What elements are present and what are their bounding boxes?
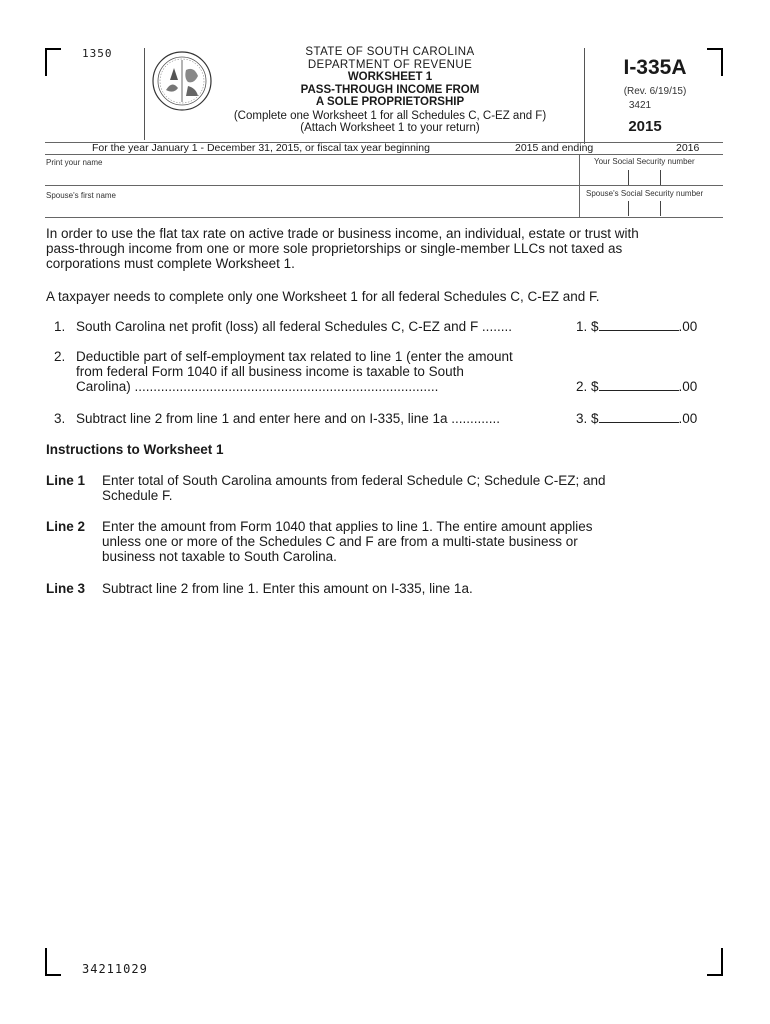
department-name: DEPARTMENT OF REVENUE [307, 58, 473, 71]
spouse-name-field[interactable] [45, 186, 579, 217]
form-number: 1350 [82, 47, 113, 60]
row-rule-2 [45, 217, 723, 218]
line-1-text: South Carolina net profit (loss) all federal Schedules C, C-EZ and F ........ [76, 319, 512, 334]
year-line-text: For the year January 1 - December 31, 2015, or fiscal tax year beginning [92, 142, 430, 154]
instruction-line-1-label: Line 1 [46, 473, 86, 488]
instruction-line-3-text-1: Subtract line 2 from line 1. Enter this amount on I-335, line 1a. [102, 581, 473, 596]
crop-mark-bottom-right-h [707, 974, 723, 976]
line-2-number: 2. [54, 349, 66, 364]
title-line-1: PASS-THROUGH INCOME FROM [300, 83, 480, 96]
line-2-text-3: Carolina) ................................................................................. [76, 379, 439, 394]
line-3 [54, 411, 574, 426]
ssn-tick-1 [628, 170, 629, 185]
line-1-currency: $ [591, 319, 599, 334]
form-code: 3421 [628, 100, 652, 111]
spouse-ssn-tick-2 [660, 201, 661, 216]
header-center [200, 46, 580, 135]
crop-mark-top-right-h [707, 48, 723, 50]
intro-paragraph-2: A taxpayer needs to complete only one Worksheet 1 for all federal Schedules C, C-EZ and F. [46, 289, 600, 304]
line-2-input[interactable] [599, 379, 679, 391]
line-3-currency: $ [591, 411, 599, 426]
line-2 [54, 349, 574, 394]
instruction-line-1-text-1: Enter total of South Carolina amounts from federal Schedule C; Schedule C-EZ; and [102, 473, 606, 488]
intro-paragraph [46, 226, 726, 271]
crop-mark-bottom-right-v [721, 948, 723, 976]
line-2-cents: .00 [678, 379, 698, 394]
instruction-line-2-text-2: unless one or more of the Schedules C and F are from a multi-state business or [102, 534, 578, 549]
ssn-label: Your Social Security number [594, 157, 695, 166]
crop-mark-top-left-h [45, 48, 61, 50]
line-2-ref: 2. [576, 379, 588, 394]
intro-line-2: pass-through income from one or more sole proprietorships or single-member LLCs not taxed as [46, 241, 623, 256]
instruction-line-2-text-3: business not taxable to South Carolina. [102, 549, 337, 564]
instruction-line-2-text-1: Enter the amount from Form 1040 that applies to line 1. The entire amount applies [102, 519, 593, 534]
line-1-number: 1. [54, 319, 66, 334]
crop-mark-bottom-left-h [45, 974, 61, 976]
instruction-line-2-label: Line 2 [46, 519, 86, 534]
line-1-input[interactable] [599, 319, 679, 331]
line-2-amount [576, 379, 697, 394]
print-name-field[interactable] [45, 155, 579, 185]
instruction-line-1-text-2: Schedule F. [102, 488, 173, 503]
spouse-name-label: Spouse's first name [46, 191, 117, 200]
footer-code: 34211029 [82, 962, 148, 976]
line-2-text-2: from federal Form 1040 if all business income is taxable to South [76, 364, 464, 379]
form-id: I-335A [623, 56, 687, 79]
crop-mark-top-left-v [45, 48, 47, 76]
instruction-line-3-label: Line 3 [46, 581, 86, 596]
ssn-field[interactable] [580, 166, 723, 186]
year-line-end-year: 2016 [676, 142, 700, 154]
crop-mark-top-right-v [721, 48, 723, 76]
instruction-line-1: (Complete one Worksheet 1 for all Schedules C, C-EZ and F) [233, 109, 547, 122]
line-3-cents: .00 [678, 411, 698, 426]
tax-year: 2015 [628, 118, 662, 135]
worksheet-title: WORKSHEET 1 [347, 71, 433, 83]
intro-line-1: In order to use the flat tax rate on active trade or business income, an individual, estate or trust with [46, 226, 639, 241]
instruction-line-3-text [102, 581, 722, 596]
line-3-number: 3. [54, 411, 66, 426]
line-3-amount [576, 411, 697, 426]
line-2-text-1: Deductible part of self-employment tax related to line 1 (enter the amount [76, 349, 513, 364]
crop-mark-bottom-left-v [45, 948, 47, 976]
instructions-heading: Instructions to Worksheet 1 [46, 442, 224, 457]
line-2-currency: $ [591, 379, 599, 394]
line-3-text: Subtract line 2 from line 1 and enter here and on I-335, line 1a ............. [76, 411, 500, 426]
line-3-ref: 3. [576, 411, 588, 426]
line-1-amount [576, 319, 697, 334]
instruction-line-2-text [102, 519, 722, 564]
revision: (Rev. 6/19/15) [623, 86, 687, 97]
header-divider-left [144, 48, 145, 140]
intro-line-3: corporations must complete Worksheet 1. [46, 256, 295, 271]
line-1-ref: 1. [576, 319, 588, 334]
header-divider-right [584, 48, 585, 144]
instruction-line-2: (Attach Worksheet 1 to your return) [300, 122, 480, 134]
instruction-line-1-text [102, 473, 722, 503]
spouse-ssn-tick-1 [628, 201, 629, 216]
line-3-input[interactable] [599, 411, 679, 423]
title-line-2: A SOLE PROPRIETORSHIP [315, 96, 465, 108]
ssn-tick-2 [660, 170, 661, 185]
spouse-ssn-field[interactable] [580, 198, 723, 218]
state-name: STATE OF SOUTH CAROLINA [305, 46, 475, 58]
print-name-label: Print your name [46, 158, 103, 167]
year-line-ending: 2015 and ending [515, 142, 594, 154]
spouse-ssn-label: Spouse's Social Security number [586, 189, 704, 198]
line-1-cents: .00 [678, 319, 698, 334]
